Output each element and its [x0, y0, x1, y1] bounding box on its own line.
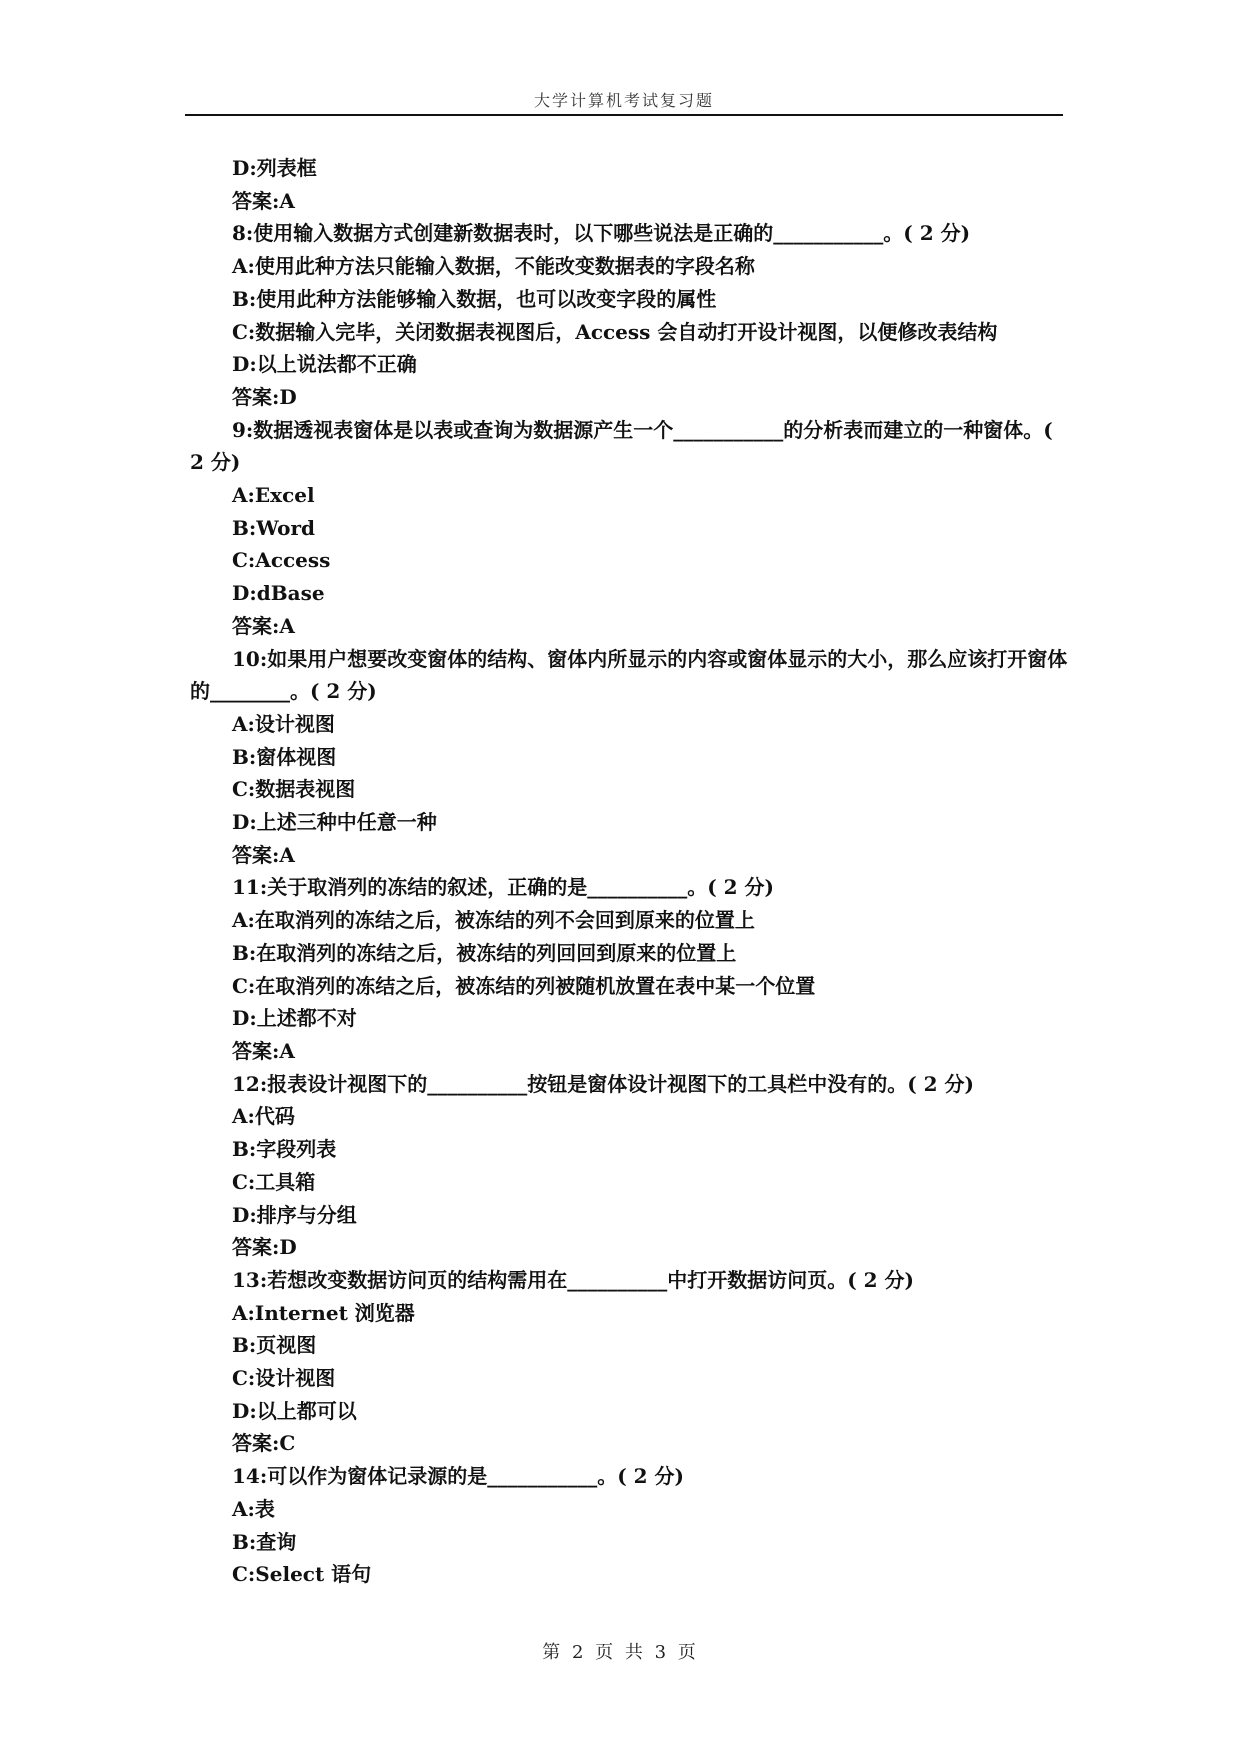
- answer-option: A:在取消列的冻结之后，被冻结的列不会回到原来的位置上: [232, 908, 755, 933]
- answer-option: C:数据表视图: [232, 777, 356, 802]
- answer-option: C:Select 语句: [232, 1562, 372, 1587]
- question-content: [190, 152, 1070, 1591]
- answer-key: 答案:A: [232, 188, 295, 213]
- answer-option: C:数据输入完毕，关闭数据表视图后，Access 会自动打开设计视图，以便修改表结构: [232, 319, 998, 344]
- answer-key: 答案:D: [232, 384, 297, 409]
- answer-option: B:字段列表: [232, 1137, 337, 1162]
- answer-option: B:Word: [232, 515, 315, 540]
- answer-option: D:dBase: [232, 581, 325, 606]
- answer-key: 答案:A: [232, 1038, 295, 1063]
- answer-option: D:上述三种中任意一种: [232, 810, 437, 835]
- answer-option: A:代码: [232, 1104, 295, 1129]
- answer-option: C:在取消列的冻结之后，被冻结的列被随机放置在表中某一个位置: [232, 973, 816, 998]
- answer-option: A:表: [232, 1496, 275, 1521]
- answer-option: B:窗体视图: [232, 744, 337, 769]
- question-text: 14:可以作为窗体记录源的是___________。( 2 分): [232, 1464, 684, 1489]
- answer-option: D:以上说法都不正确: [232, 352, 417, 377]
- question-text: 13:若想改变数据访问页的结构需用在__________中打开数据访问页。( 2 分): [232, 1267, 914, 1292]
- question-text: 11:关于取消列的冻结的叙述，正确的是__________。( 2 分): [232, 875, 774, 900]
- answer-option: D:列表框: [232, 156, 317, 180]
- answer-option: B:使用此种方法能够输入数据，也可以改变字段的属性: [232, 286, 717, 311]
- answer-option: A:Excel: [232, 483, 315, 508]
- question-text: 10:如果用户想要改变窗体的结构、窗体内所显示的内容或窗体显示的大小，那么应该打开窗体的________。( 2 分): [190, 646, 1068, 704]
- question-text: 12:报表设计视图下的__________按钮是窗体设计视图下的工具栏中没有的。( 2 分): [232, 1071, 974, 1096]
- answer-option: B:页视图: [232, 1333, 317, 1358]
- answer-option: B:在取消列的冻结之后，被冻结的列回回到原来的位置上: [232, 940, 737, 965]
- question-text: 9:数据透视表窗体是以表或查询为数据源产生一个___________的分析表而建立的一种窗体。( 2 分): [190, 417, 1053, 475]
- answer-option: C:设计视图: [232, 1366, 336, 1391]
- answer-key: 答案:C: [232, 1431, 296, 1456]
- answer-option: A:Internet 浏览器: [232, 1300, 415, 1325]
- answer-option: A:使用此种方法只能输入数据，不能改变数据表的字段名称: [232, 254, 755, 279]
- answer-option: D:以上都可以: [232, 1398, 357, 1423]
- answer-option: C:Access: [232, 548, 331, 573]
- answer-option: D:上述都不对: [232, 1006, 357, 1031]
- question-text: 8:使用输入数据方式创建新数据表时，以下哪些说法是正确的___________。( 2 分): [232, 221, 971, 246]
- answer-option: D:排序与分组: [232, 1202, 357, 1227]
- page-footer: 第 2 页 共 3 页: [542, 1642, 699, 1663]
- answer-key: 答案:D: [232, 1235, 297, 1260]
- header-divider: [185, 114, 1063, 116]
- answer-option: B:查询: [232, 1529, 297, 1554]
- answer-option: C:工具箱: [232, 1169, 316, 1194]
- answer-key: 答案:A: [232, 842, 295, 867]
- page-header-title: 大学计算机考试复习题: [533, 91, 714, 110]
- answer-option: A:设计视图: [232, 711, 335, 736]
- answer-key: 答案:A: [232, 613, 295, 638]
